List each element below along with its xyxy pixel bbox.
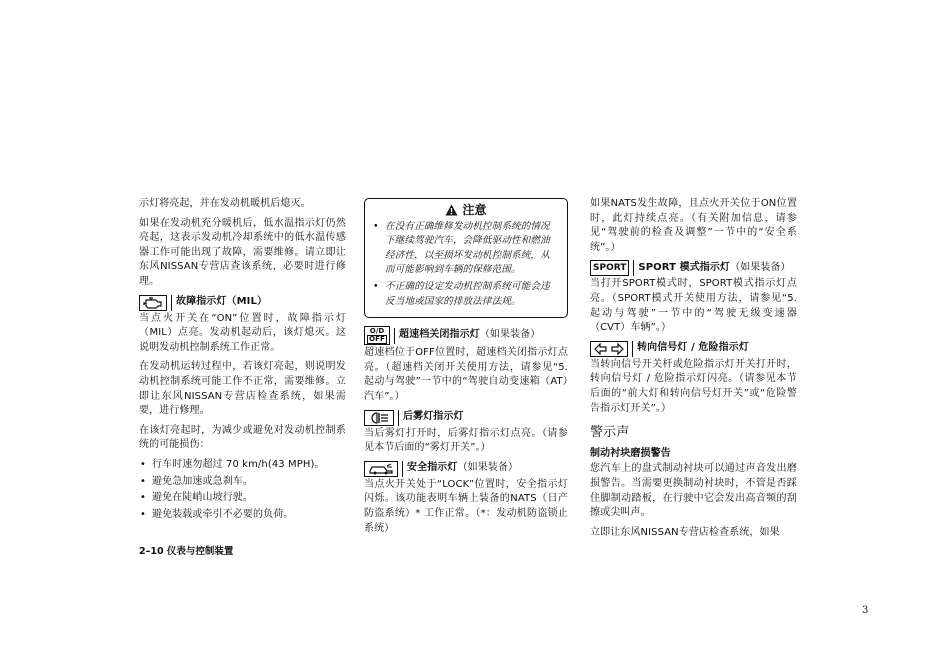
security-title-sub: （如果装备） (457, 462, 519, 474)
sport-icon: SPORT (590, 260, 629, 276)
section-heading: 警示声 (590, 425, 630, 441)
paragraph: 当点火开关处于“LOCK”位置时，安全指示灯闪烁。该功能表明车辆上装备的NATS（日产防盗系统）* 工作正常。（*：发动机防盗锁止系统） (364, 478, 568, 534)
paragraph: 立即让东风NISSAN专营店检查系统，如果 (590, 526, 780, 538)
turn-heading (590, 341, 797, 357)
paragraph: 示灯将亮起，并在发动机暖机后熄灭。 (139, 198, 311, 209)
od-title-text: 超速档关闭指示灯 (399, 329, 480, 341)
list-item: • 行车时速勿超过 70 km/h(43 MPH)。 (139, 458, 346, 473)
caution-box (364, 198, 568, 318)
sport-title (638, 261, 790, 276)
paragraph: 您汽车上的盘式制动衬块可以通过声音发出磨损警告。当需要更换制动衬块时，不管是否踩住脚制动踏板，在行驶中它会发出高音频的刮擦或尖叫声。 (590, 463, 797, 519)
security-title (407, 461, 518, 476)
warning-triangle-icon (445, 204, 458, 216)
divider (394, 328, 395, 344)
page-footer: 2–10 仪表与控制装置 (139, 546, 234, 557)
caution-title: 注意 (462, 203, 487, 217)
paragraph: 在该灯亮起时，为减少或避免对发动机控制系统的可能损伤： (139, 424, 346, 451)
caution-heading (373, 203, 559, 218)
paragraph: 当转向信号开关杆或危险指示灯开关打开时，转向信号灯 / 危险指示灯闪亮。（请参见本节后面的“前大灯和转向信号灯开关”或“危险警告指示灯开关”。） (590, 358, 797, 414)
sport-heading (590, 260, 797, 276)
car-lock-icon (364, 461, 398, 477)
paragraph: 如果在发动机充分暖机后，低水温指示灯仍然亮起，这表示发动机冷却系统中的低水温传感器工作可能出现了故障，需要维修。请立即让东风NISSAN专营店查该系统，必要时进行修理。 (139, 217, 346, 287)
rear-fog-icon (364, 410, 394, 426)
security-title-text: 安全指示灯 (407, 462, 458, 474)
od-heading (364, 326, 568, 345)
divider (632, 341, 633, 357)
mil-title: 故障指示灯（MIL） (176, 296, 268, 308)
paragraph: 当后雾灯打开时，后雾灯指示灯点亮。（请参见本节后面的“雾灯开关”。） (364, 427, 568, 454)
page-number: 3 (862, 605, 869, 616)
divider (402, 461, 403, 477)
caution-item: • 不正确的设定发动机控制系统可能会违反当地或国家的排放法律法规。 (373, 280, 559, 309)
od-icon-top: O/D (369, 326, 385, 335)
caution-item: • 在没有正确维修发动机控制系统的情况下继续驾驶汽车，会降低驱动性和燃油经济性，以至损坏发动机控制系统，从而可能影响到车辆的保修范围。 (373, 220, 559, 278)
sport-title-sub: （如果装备） (730, 262, 791, 274)
divider (398, 410, 399, 426)
paragraph: 如果NATS发生故障，且点火开关位于ON位置时，此灯持续点亮。（有关附加信息，请参见“驾驶前的检查及调整”一节中的“安全系统”。） (590, 198, 797, 253)
paragraph: 超速档位于OFF位置时，超速档关闭指示灯点亮。（超速档关闭开关使用方法，请参见“5. 起动与驾驶”一节中的“驾驶自动变速箱（AT）汽车”。） (364, 347, 568, 402)
od-title-sub: （如果装备） (479, 329, 541, 341)
turn-title: 转向信号灯 / 危险指示灯 (637, 342, 749, 354)
list-item: • 避免装载或牵引不必要的负荷。 (139, 508, 346, 523)
od-title (399, 328, 540, 343)
divider (633, 260, 634, 276)
column-middle (364, 198, 568, 541)
paragraph: 当打开SPORT模式时，SPORT模式指示灯点亮。（SPORT模式开关使用方法，请参见“5. 起动与驾驶”一节中的“驾驶无级变速器（CVT）车辆”。） (590, 278, 797, 334)
engine-icon (139, 295, 167, 311)
od-off-icon (364, 326, 390, 345)
caution-list (373, 220, 559, 310)
fog-title: 后雾灯指示灯 (403, 411, 464, 423)
divider (171, 295, 172, 311)
sub-heading: 制动衬块磨损警告 (590, 447, 671, 459)
turn-signal-icon (590, 341, 628, 357)
security-heading (364, 461, 568, 477)
column-left (139, 197, 346, 524)
list-item: • 避免在陡峭山坡行驶。 (139, 491, 346, 506)
od-icon-bottom: OFF (369, 334, 385, 343)
sport-title-text: SPORT 模式指示灯 (638, 262, 731, 274)
column-right (590, 197, 797, 545)
bullet-list (139, 458, 346, 522)
paragraph: 当点火开关在“ON”位置时，故障指示灯（MIL）点亮。发动机起动后，该灯熄灭。这说明发动机控制系统工作正常。 (139, 312, 346, 353)
list-item: • 避免急加速或急刹车。 (139, 475, 346, 490)
paragraph: 在发动机运转过程中，若该灯亮起，则说明发动机控制系统可能工作不正常，需要维修。立即让东风NISSAN专营店检查系统，如果需要，进行修理。 (139, 361, 346, 417)
fog-heading (364, 410, 568, 426)
mil-heading (139, 295, 346, 311)
